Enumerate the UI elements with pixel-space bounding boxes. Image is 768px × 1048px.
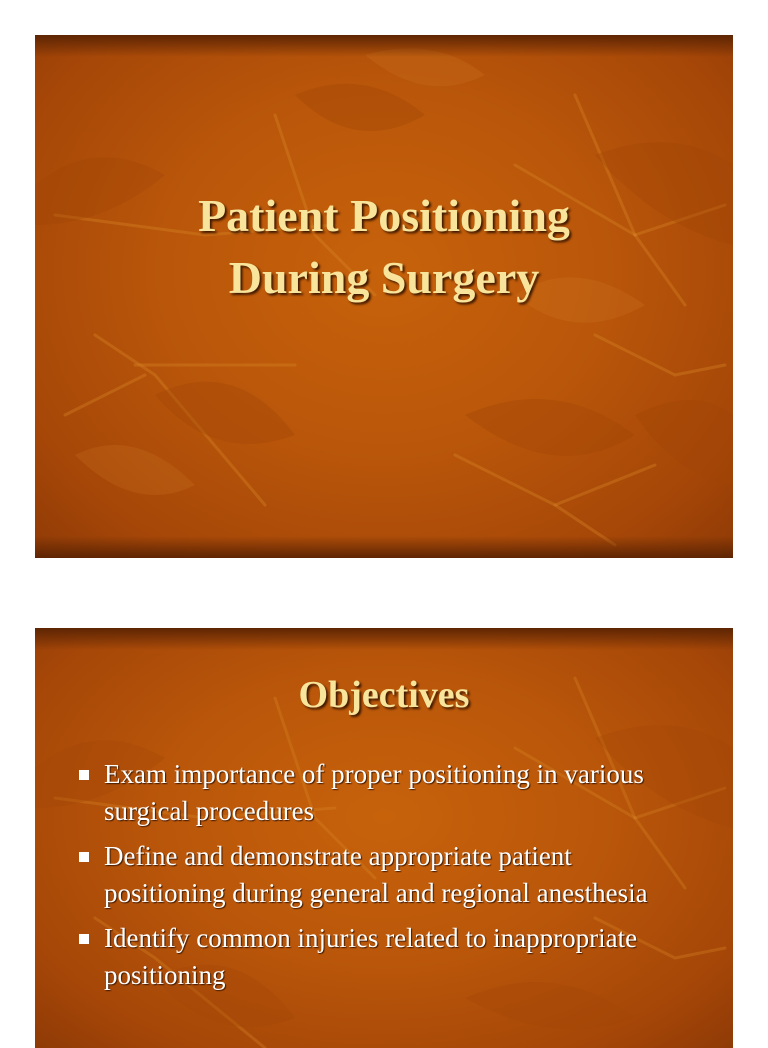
- title-line-2: During Surgery: [228, 252, 540, 303]
- title-line-1: Patient Positioning: [198, 190, 570, 241]
- title-slide: [35, 35, 733, 558]
- square-bullet-icon: [79, 934, 89, 944]
- slide-top-shade: [35, 35, 733, 57]
- objectives-slide: [35, 628, 733, 1048]
- slide-title: Objectives: [298, 674, 470, 716]
- bullet-text: Identify common injuries related to inappropriate positioning: [104, 923, 638, 990]
- objectives-list: [79, 756, 689, 1002]
- slide-top-shade: [35, 628, 733, 650]
- slide-title: [35, 185, 733, 309]
- slide-bottom-shade: [35, 536, 733, 558]
- bullet-text: Exam importance of proper positioning in various surgical procedures: [104, 759, 644, 826]
- list-item: [79, 838, 689, 912]
- square-bullet-icon: [79, 852, 89, 862]
- bullet-text: Define and demonstrate appropriate patient positioning during general and regional anesthesia: [104, 841, 648, 908]
- list-item: [79, 920, 689, 994]
- square-bullet-icon: [79, 770, 89, 780]
- list-item: [79, 756, 689, 830]
